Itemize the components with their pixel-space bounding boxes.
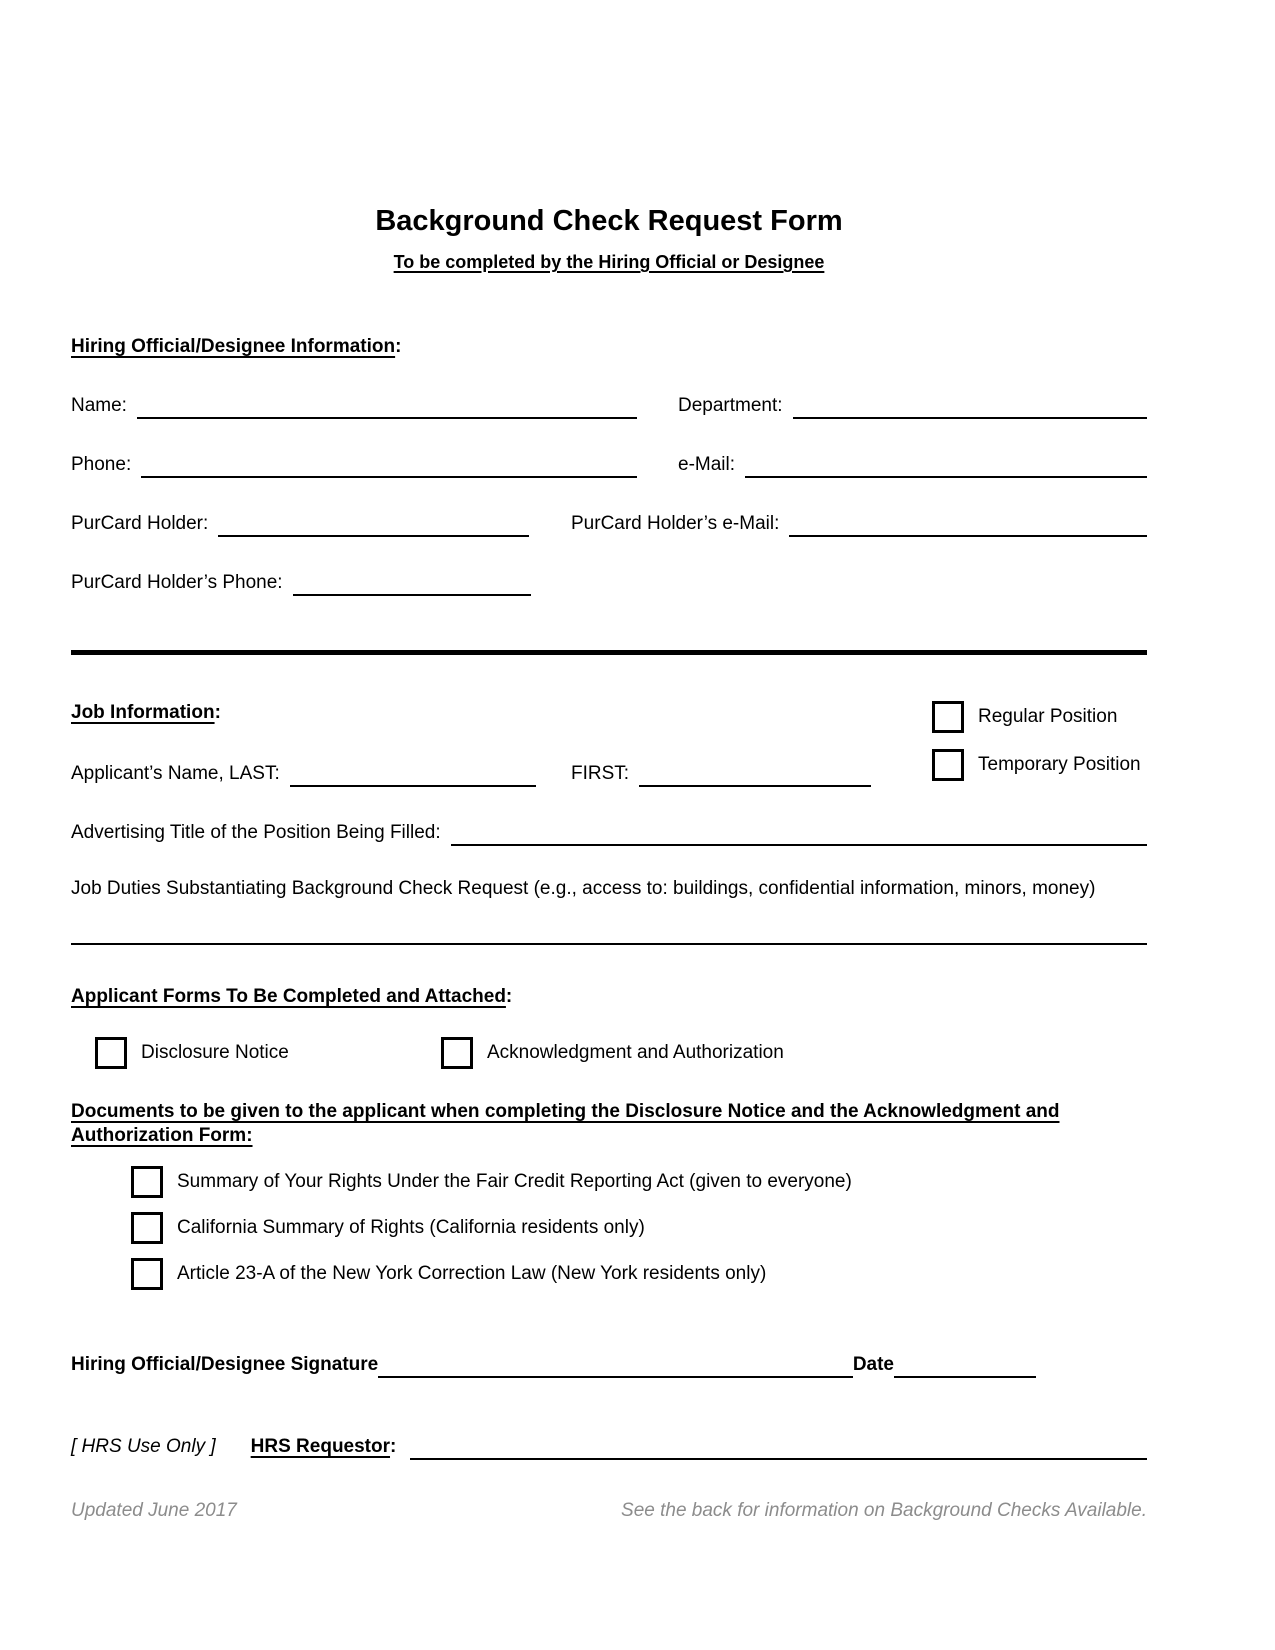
article-23a-option[interactable] — [131, 1258, 1147, 1290]
department-field — [678, 393, 1147, 419]
job-info-heading: Job Information: — [71, 702, 221, 723]
temporary-position-checkbox[interactable] — [932, 749, 964, 781]
acknowledgment-authorization-checkbox[interactable] — [441, 1037, 473, 1069]
purcard-phone-label: PurCard Holder’s Phone: — [71, 572, 283, 593]
applicant-last-field — [71, 761, 536, 787]
purcard-holder-field — [71, 511, 529, 537]
temporary-position-label: Temporary Position — [978, 754, 1141, 775]
email-input-line[interactable] — [745, 452, 1147, 478]
advertising-title-row — [71, 820, 1147, 846]
applicant-forms-options — [95, 1037, 1147, 1069]
email-label: e-Mail: — [678, 454, 736, 475]
hiring-info-heading: Hiring Official/Designee Information: — [71, 336, 402, 357]
article-23a-label: Article 23-A of the New York Correction Law (New York residents only) — [177, 1263, 767, 1284]
purcard-holder-input-line[interactable] — [218, 511, 529, 537]
disclosure-notice-option[interactable] — [95, 1037, 441, 1069]
email-field — [678, 452, 1147, 478]
disclosure-notice-checkbox[interactable] — [95, 1037, 127, 1069]
footer-updated-text: Updated June 2017 — [71, 1500, 237, 1521]
california-summary-label: California Summary of Rights (California residents only) — [177, 1217, 645, 1238]
department-input-line[interactable] — [793, 393, 1147, 419]
purcard-holder-label: PurCard Holder: — [71, 513, 209, 534]
job-info-block — [71, 701, 1147, 787]
signature-label: Hiring Official/Designee Signature — [71, 1354, 379, 1375]
hrs-requestor-label: HRS Requestor: — [250, 1436, 397, 1457]
job-duties-input-line[interactable] — [71, 943, 1147, 945]
purcard-phone-field — [71, 570, 531, 596]
name-department-row — [71, 393, 1147, 419]
applicant-first-field — [571, 761, 871, 787]
hrs-use-only-label: [ HRS Use Only ] — [71, 1436, 216, 1457]
phone-label: Phone: — [71, 454, 132, 475]
purcard-email-label: PurCard Holder’s e-Mail: — [571, 513, 780, 534]
position-type-options — [932, 701, 1147, 787]
fcra-summary-option[interactable] — [131, 1166, 1147, 1198]
advertising-title-input-line[interactable] — [451, 820, 1147, 846]
acknowledgment-authorization-label: Acknowledgment and Authorization — [487, 1042, 784, 1063]
regular-position-label: Regular Position — [978, 706, 1118, 727]
temporary-position-option[interactable] — [932, 749, 1147, 781]
disclosure-notice-label: Disclosure Notice — [141, 1042, 289, 1063]
page-title: Background Check Request Form — [375, 205, 843, 237]
signature-input-line[interactable] — [378, 1352, 853, 1378]
purcard-phone-input-line[interactable] — [293, 570, 531, 596]
phone-input-line[interactable] — [141, 452, 637, 478]
regular-position-checkbox[interactable] — [932, 701, 964, 733]
name-input-line[interactable] — [137, 393, 637, 419]
regular-position-option[interactable] — [932, 701, 1147, 733]
applicant-last-input-line[interactable] — [290, 761, 536, 787]
hrs-row — [71, 1434, 1147, 1460]
documents-options — [131, 1166, 1147, 1290]
california-summary-option[interactable] — [131, 1212, 1147, 1244]
purcard-row — [71, 511, 1147, 537]
page-footer — [71, 1500, 1147, 1522]
job-info-left — [71, 701, 932, 787]
name-label: Name: — [71, 395, 127, 416]
acknowledgment-authorization-option[interactable] — [441, 1037, 784, 1069]
applicant-name-row — [71, 761, 932, 787]
hrs-requestor-input-line[interactable] — [410, 1434, 1147, 1460]
applicant-first-input-line[interactable] — [639, 761, 871, 787]
purcard-email-field — [571, 511, 1147, 537]
purcard-phone-row — [71, 570, 1147, 596]
date-label: Date — [852, 1354, 894, 1375]
applicant-forms-heading: Applicant Forms To Be Completed and Attached: — [71, 986, 513, 1007]
advertising-title-label: Advertising Title of the Position Being Filled: — [71, 822, 441, 843]
phone-field — [71, 452, 637, 478]
advertising-title-field — [71, 820, 1147, 846]
signature-row — [71, 1352, 1036, 1378]
name-field — [71, 393, 637, 419]
purcard-email-input-line[interactable] — [789, 511, 1147, 537]
department-label: Department: — [678, 395, 783, 416]
section-divider — [71, 650, 1147, 655]
page-subtitle: To be completed by the Hiring Official or Designee — [393, 252, 825, 272]
documents-heading: Documents to be given to the applicant when completing the Disclosure Notice and the Acknowledgment and Authorization Form: — [71, 1101, 1060, 1146]
california-summary-checkbox[interactable] — [131, 1212, 163, 1244]
phone-email-row — [71, 452, 1147, 478]
fcra-summary-label: Summary of Your Rights Under the Fair Credit Reporting Act (given to everyone) — [177, 1171, 852, 1192]
applicant-first-label: FIRST: — [571, 763, 630, 784]
date-input-line[interactable] — [894, 1352, 1036, 1378]
applicant-last-label: Applicant’s Name, LAST: — [71, 763, 280, 784]
fcra-summary-checkbox[interactable] — [131, 1166, 163, 1198]
job-duties-label: Job Duties Substantiating Background Check Request (e.g., access to: buildings, confidential information, minors, money) — [71, 878, 1096, 899]
footer-note-text: See the back for information on Background Checks Available. — [621, 1500, 1147, 1521]
article-23a-checkbox[interactable] — [131, 1258, 163, 1290]
